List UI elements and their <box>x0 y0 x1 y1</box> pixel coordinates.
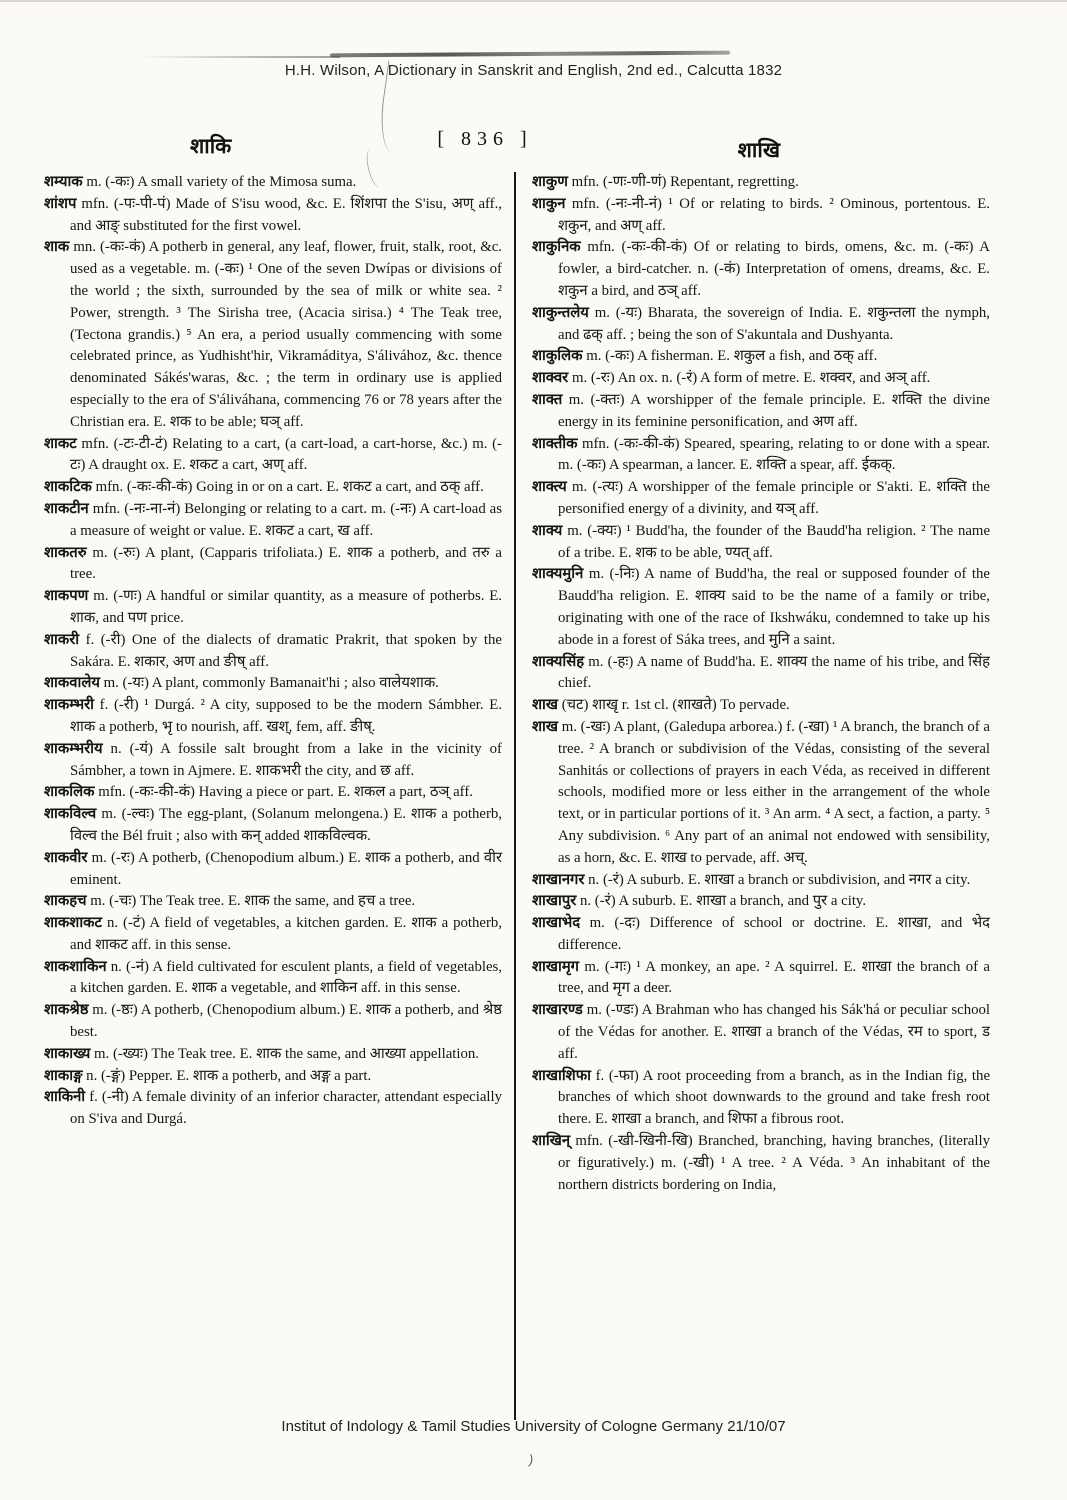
dictionary-entry <box>532 172 990 194</box>
entry-definition: mfn. (-पः-पी-पं) Made of S'isu wood, &c. E. शिंशपा the S'isu, अण् aff., and आङ् substituted for the first vowel. <box>70 195 503 234</box>
dictionary-entry <box>532 194 990 238</box>
entry-headword: शाखाशिफा <box>532 1067 591 1084</box>
entry-definition: f. (-री) ¹ Durgá. ² A city, supposed to be the modern Sámbher. E. शाक a potherb, भृ to nourish, aff. खश्, fem, aff. ङीष्. <box>70 697 502 735</box>
entry-definition: n. (-नं) A field cultivated for esculent plants, a field of vegetables, a kitchen garden. E. शाक a vegetable, and शाकिन aff. in this sense. <box>70 958 503 997</box>
torn-paper-artifact <box>330 51 730 58</box>
dictionary-entry <box>44 673 502 695</box>
entry-definition: m. (-ण्डः) A Brahman who has changed his Sák'há or peculiar school of the Védas for another. E. शाखा a branch of the Védas, रम to sport, ड aff. <box>558 1002 990 1062</box>
entry-definition: f. (-री) One of the dialects of dramatic Prakrit, that spoken by the Sakára. E. शकार, अण and ङीष् aff. <box>70 631 502 670</box>
entry-headword: शाकविल्व <box>44 806 97 823</box>
entry-headword: शाकवालेय <box>44 675 100 692</box>
entry-definition: m. (-ख्यः) The Teak tree. E. शाक the same, and आख्या appellation. <box>94 1045 480 1062</box>
entry-headword: शाक्यसिंह <box>532 653 585 670</box>
dictionary-entry <box>532 1131 990 1196</box>
entry-headword: शाखारण्ड <box>532 1002 583 1019</box>
dictionary-entry <box>44 499 502 543</box>
dictionary-entry <box>44 848 502 892</box>
dictionary-entry <box>532 870 990 892</box>
scan-edge-artifact <box>0 0 1067 2</box>
entry-headword: शाकहच <box>44 893 87 910</box>
entry-headword: शाकम्भरी <box>44 697 94 714</box>
entry-headword: शाकवीर <box>44 849 88 866</box>
dictionary-entry <box>532 652 990 696</box>
entry-definition: m. (-णः) A handful or similar quantity, as a measure of potherbs. E. शाक, and पण price. <box>70 588 502 626</box>
entry-definition: n. (-रं) A suburb. E. शाखा a branch or subdivision, and नगर a city. <box>588 871 971 888</box>
entry-headword: शाकुन्तलेय <box>532 304 589 321</box>
entry-definition: m. (-त्यः) A worshipper of the female principle or S'akti. E. शक्ति the personified energy of a divinity, and यञ् aff. <box>558 479 990 517</box>
dictionary-entry <box>44 891 502 913</box>
entry-definition: mn. (-कः-कं) A potherb in general, any leaf, flower, fruit, stalk, root, &c. used as a vegetable. m. (-कः) ¹ One of the seven Dwípas or divisions of the world ; the sixth, surrounded by the sea of milk or white sea. ² Power, strength. ³ The Sirisha tree, (Acacia sirisa.) ⁴ The Teak tree, (Tectona grandis.) ⁵ An era, a period usually commencing with some celebrated prince, as Yudhisht'hir, Vikramáditya, S'álivához, &c. thence denominated Sákés'waras, &c. ; the term in ordinary use is applied especially to the era of S'áliváhana, commencing 76 or 78 years after the Christian era. E. शक to be able; घञ् aff. <box>70 239 502 430</box>
entry-definition: m. (-ल्वः) The egg-plant, (Solanum melongena.) E. शाक a potherb, विल्व the Bél fruit ; also with कन् added शाकविल्वक. <box>70 806 502 844</box>
entry-definition: mfn. (-णः-णी-णं) Repentant, regretting. <box>571 174 799 190</box>
entry-definition: mfn. (-कः-की-कं) Going in or on a cart. E. शकट a cart, and ठक् aff. <box>95 479 484 496</box>
dictionary-entry <box>532 390 990 434</box>
entry-headword: शाकट <box>44 435 77 452</box>
entry-headword: शाकाख्य <box>44 1045 91 1062</box>
dictionary-entry <box>44 913 502 957</box>
entry-headword: शाखामृग <box>532 958 580 975</box>
entry-headword: शाकुण <box>532 174 568 190</box>
entry-definition: m. (-यः) Bharata, the sovereign of India. E. शकुन्तला the nymph, and ढक् aff. ; being the son of S'akuntala and Dushyanta. <box>558 304 990 343</box>
entry-headword: शाकुनिक <box>532 239 581 256</box>
dictionary-entry <box>44 543 502 587</box>
dictionary-entry <box>532 1000 990 1065</box>
entry-headword: शाक्वर <box>532 370 569 387</box>
stray-mark-artifact: ) <box>527 1451 535 1468</box>
entry-definition: mfn. (-कः-की-कं) Speared, spearing, relating to or done with a spear. m. (-कः) A spearman, a lancer. E. शक्ति a spear, aff. ईकक्. <box>558 435 990 474</box>
dictionary-entry <box>44 630 502 674</box>
entry-headword: शाक्त <box>532 391 563 408</box>
entry-definition: m. (-क्तः) A worshipper of the female principle. E. शक्ति the divine energy in its feminine personification, and अण aff. <box>558 391 990 430</box>
dictionary-entry <box>44 1066 502 1088</box>
entry-headword: शाखिन् <box>532 1133 571 1150</box>
entry-definition: n. (-यं) A fossile salt brought from a lake in the vicinity of Sámbher, a town in Ajmere. E. शाकभरी the city, and छ aff. <box>70 740 502 779</box>
entry-definition: mfn. (-कः-की-कं) Having a piece or part. E. शकल a part, ठञ् aff. <box>98 784 473 801</box>
entry-definition: mfn. (-नः-ना-नं) Belonging or relating to a cart. m. (-नः) A cart-load as a measure of weight or value. E. शकट a cart, ख aff. <box>70 500 502 539</box>
entry-definition: m. (-क्यः) ¹ Budd'ha, the founder of the Baudd'ha religion. ² The name of a tribe. E. शक to be able, ण्यत् aff. <box>558 522 990 561</box>
entry-definition: m. (-ष्ठः) A potherb, (Chenopodium album.) E. शाक a potherb, and श्रेष्ठ best. <box>70 1002 502 1041</box>
entry-definition: m. (-चः) The Teak tree. E. शाक the same, and हच a tree. <box>90 893 416 910</box>
entry-definition: f. (-नी) A female divinity of an inferior character, attendant especially on S'iva and Durgá. <box>70 1089 503 1128</box>
dictionary-entry <box>532 434 990 478</box>
entry-headword: शाकतरु <box>44 544 87 561</box>
dictionary-entry <box>44 1087 502 1131</box>
source-citation: H.H. Wilson, A Dictionary in Sanskrit and English, 2nd ed., Calcutta 1832 <box>284 62 783 79</box>
left-column <box>44 172 516 1420</box>
entry-definition: mfn. (-खी-खिनी-खि) Branched, branching, having branches, (literally or figuratively.) m. (-खी) ¹ A tree. ² A Véda. ³ An inhabitant of the northern districts bordering on India, <box>558 1133 990 1193</box>
entry-definition: m. (-रुः) A plant, (Capparis trifoliata.) E. शाक a potherb, and तरु a tree. <box>70 544 502 583</box>
dictionary-entry <box>532 564 990 651</box>
entry-headword: शाकुन <box>532 195 566 212</box>
dictionary-entry <box>44 804 502 848</box>
entry-headword: शाकुलिक <box>532 348 583 365</box>
entry-headword: शाकिनी <box>44 1089 86 1106</box>
entry-definition: m. (-रः) An ox. n. (-रं) A form of metre. E. शक्वर, and अञ् aff. <box>571 370 931 387</box>
entry-definition: n. (-रं) A suburb. E. शाखा a branch, and पुर a city. <box>580 893 867 910</box>
entry-headword: शाखाभेद <box>532 915 581 932</box>
running-head-left-word: शाकि <box>190 134 232 158</box>
torn-paper-artifact <box>140 56 340 58</box>
dictionary-entry <box>44 957 502 1001</box>
entry-headword: शाख <box>532 718 558 735</box>
entry-headword: शाकटिक <box>44 479 92 496</box>
dictionary-entry <box>532 237 990 302</box>
dictionary-entry <box>532 891 990 913</box>
entry-headword: शाकाङ्ग <box>44 1067 83 1084</box>
dictionary-entry <box>44 695 502 739</box>
entry-headword: शाकलिक <box>44 784 95 801</box>
entry-headword: शाखापुर <box>532 893 577 910</box>
entry-definition: m. (-रः) A potherb, (Chenopodium album.) E. शाक a potherb, and वीर eminent. <box>70 849 503 888</box>
entry-definition: n. (-टं) A field of vegetables, a kitchen garden. E. शाक a potherb, and शाकट aff. in this sense. <box>70 915 502 953</box>
dictionary-entry <box>532 346 990 368</box>
entry-definition: m. (-कः) A fisherman. E. शकुल a fish, and ठक् aff. <box>586 348 878 365</box>
entry-definition: m. (-निः) A name of Budd'ha, the real or supposed founder of the Baudd'ha religion. E. शाक्य said to be the name of a family or tribe, originating with one of the race of Ikshwáku, condemned to take up his abode in a forest of Sáka trees, and मुनि a saint. <box>558 566 990 648</box>
dictionary-entry <box>532 695 990 717</box>
running-head-right-word: शाखि <box>737 138 780 162</box>
page-number: [ 836 ] <box>437 128 533 150</box>
entry-definition: mfn. (-टः-टी-टं) Relating to a cart, (a cart-load, a cart-horse, &c.) m. (-टः) A draught ox. E. शकट a cart, अण् aff. <box>70 435 502 474</box>
entry-definition: f. (-फा) A root proceeding from a branch, as in the Indian fig, the branches of which shoot downwards to the ground and take fresh root there. E. शाखा a branch, and शिफा a fibrous root. <box>558 1067 990 1128</box>
dictionary-entry <box>532 477 990 521</box>
dictionary-entry <box>44 782 502 804</box>
dictionary-entry <box>44 739 502 783</box>
entry-headword: शाक्य <box>532 522 563 539</box>
entry-definition: n. (-ङ्गं) Pepper. E. शाक a potherb, and अङ्ग a part. <box>86 1067 372 1084</box>
entry-definition: m. (-दः) Difference of school or doctrine. E. शाखा, and भेद difference. <box>558 915 990 953</box>
entry-headword: शाख <box>532 697 558 714</box>
running-head <box>45 126 985 166</box>
entry-headword: शाक्यमुनि <box>532 566 584 583</box>
dictionary-entry <box>44 1000 502 1044</box>
dictionary-entry <box>532 717 990 870</box>
entry-headword: शाक्तीक <box>532 435 578 452</box>
dictionary-entry <box>532 303 990 347</box>
entry-headword: शाकरी <box>44 631 80 648</box>
entry-definition: (चट) शाखृ r. 1st cl. (शाखते) To pervade. <box>561 697 790 714</box>
dictionary-entry <box>44 1044 502 1066</box>
dictionary-entry <box>532 368 990 390</box>
entry-headword: शाकपण <box>44 588 89 605</box>
entry-headword: शाकशाकट <box>44 915 102 932</box>
entry-headword: शाक <box>44 239 70 256</box>
dictionary-entry <box>532 913 990 957</box>
dictionary-entry <box>44 434 502 478</box>
entry-headword: शाखानगर <box>532 871 585 888</box>
entry-headword: शाकम्भरीय <box>44 740 103 757</box>
entry-definition: m. (-हः) A name of Budd'ha. E. शाक्य the name of his tribe, and सिंह chief. <box>558 653 990 692</box>
entry-headword: शाकश्रेष्ठ <box>44 1002 89 1019</box>
entry-headword: शाकशाकिन <box>44 958 107 975</box>
entry-definition: m. (-गः) ¹ A monkey, an ape. ² A squirrel. E. शाखा the branch of a tree, and मृग a deer. <box>558 958 990 997</box>
entry-definition: m. (-यः) A plant, commonly Bamanait'hi ; also वालेयशाक. <box>103 675 439 692</box>
entry-headword: शाकटीन <box>44 500 89 517</box>
entry-headword: शम्याक <box>44 174 83 190</box>
dictionary-entry <box>532 1066 990 1131</box>
dictionary-entry <box>532 521 990 565</box>
dictionary-entry <box>44 172 502 194</box>
entry-headword: शाक्त्य <box>532 479 567 496</box>
entry-headword: शांशप <box>44 195 77 212</box>
dictionary-entry <box>44 194 502 238</box>
entry-definition: m. (-खः) A plant, (Galedupa arborea.) f. (-खा) ¹ A branch, the branch of a tree. ² A branch or subdivision of the Védas, consisting of the several Sanhitás or collections of prayers in each Véda, as received in different schools, modified more or less either in the arrangement of the whole text, or in particular portions of it. ³ An arm. ⁴ A sect, a faction, a party. ⁵ Any subdivision. ⁶ Any part of an animal not endowed with sensibility, as a horn, &c. E. शाख to pervade, aff. अच्. <box>558 718 990 866</box>
entry-definition: m. (-कः) A small variety of the Mimosa suma. <box>86 174 357 190</box>
right-column <box>516 172 990 1420</box>
footer-credit: Institut of Indology & Tamil Studies University of Cologne Germany 21/10/07 <box>281 1418 786 1435</box>
dictionary-entry <box>44 477 502 499</box>
entry-definition: mfn. (-नः-नी-नं) ¹ Of or relating to birds. ² Ominous, portentous. E. शकुन, and अण् aff. <box>558 195 990 234</box>
dictionary-body <box>44 172 994 1420</box>
dictionary-entry <box>44 586 502 630</box>
dictionary-entry <box>532 957 990 1001</box>
entry-definition: mfn. (-कः-की-कं) Of or relating to birds, omens, &c. m. (-कः) A fowler, a bird-catcher. n. (-कं) Interpretation of omens, dreams, &c. E. शकुन a bird, and ठञ् aff. <box>558 239 990 299</box>
dictionary-entry <box>44 237 502 433</box>
